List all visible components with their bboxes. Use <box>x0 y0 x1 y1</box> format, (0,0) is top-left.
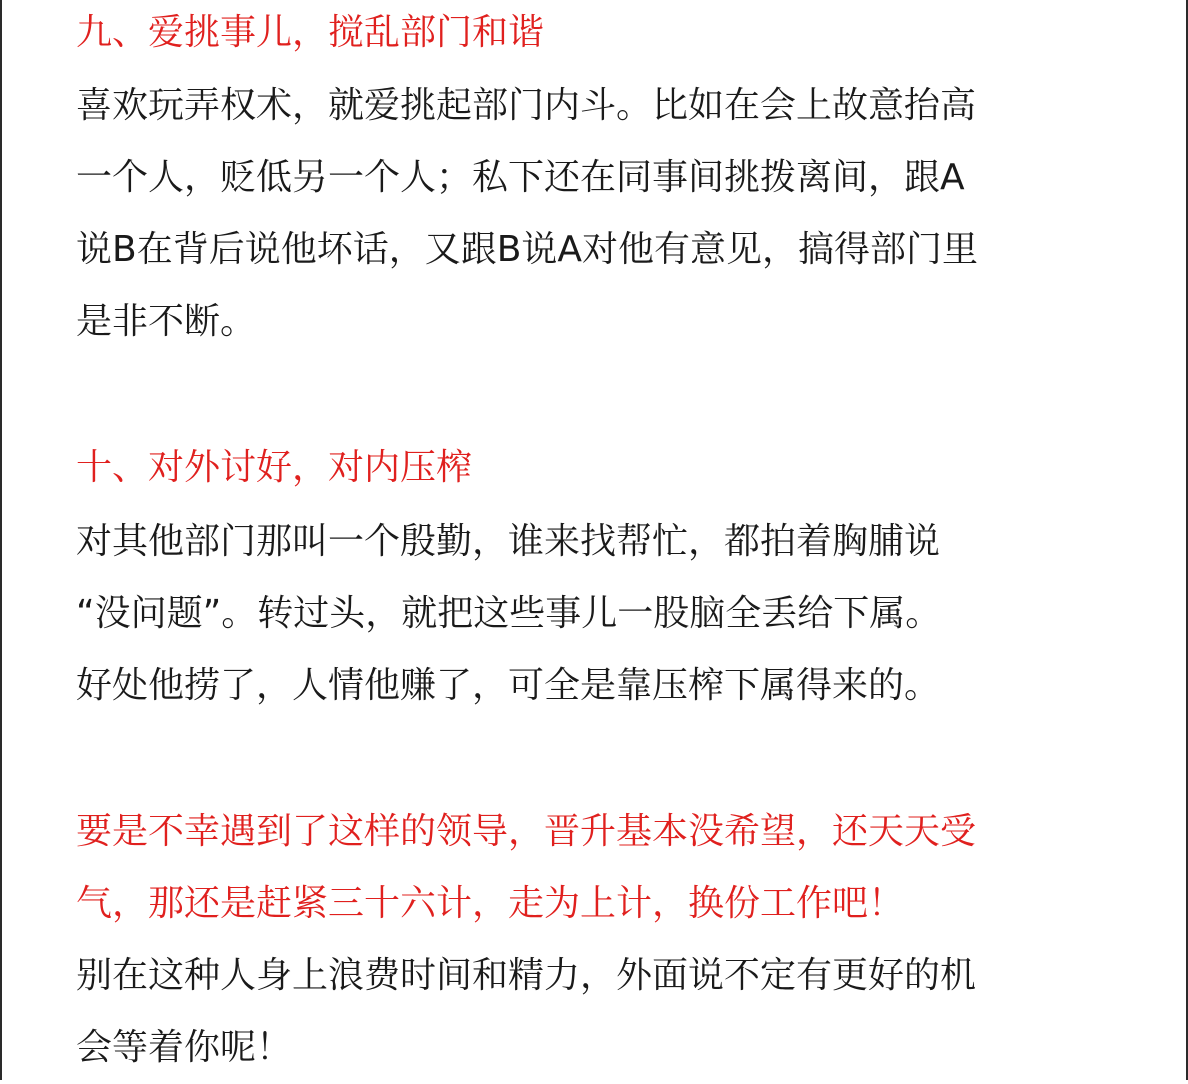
paragraph-line: 对其他部门那叫一个殷勤，谁来找帮忙，都拍着胸脯说 <box>76 521 941 562</box>
paragraph-line: 喜欢玩弄权术，就爱挑起部门内斗。比如在会上故意抬高 <box>76 85 977 126</box>
paragraph-line: “没问题”。转过头，就把这些事儿一股脑全丢给下属。 <box>76 593 942 634</box>
section-body-9 <box>76 70 978 358</box>
paragraph-line: 一个人，贬低另一个人；私下还在同事间挑拨离间，跟A <box>76 157 965 198</box>
paragraph-line: 别在这种人身上浪费时间和精力，外面说不定有更好的机 <box>76 955 977 996</box>
emphasis-line: 要是不幸遇到了这样的领导，晋升基本没希望，还天天受 <box>76 811 977 852</box>
paragraph-line: 是非不断。 <box>76 301 257 342</box>
emphasis-line: 气，那还是赶紧三十六计，走为上计，换份工作吧！ <box>76 883 905 924</box>
section-body-10 <box>76 506 941 722</box>
section-heading-10: 十、对外讨好，对内压榨 <box>76 447 473 488</box>
section-heading-9: 九、爱挑事儿，搅乱部门和谐 <box>76 12 545 53</box>
paragraph-line: 会等着你呢！ <box>76 1027 293 1068</box>
closing-body <box>76 940 976 1084</box>
closing-emphasis <box>76 796 976 940</box>
paragraph-line: 好处他捞了，人情他赚了，可全是靠压榨下属得来的。 <box>76 665 941 706</box>
paragraph-line: 说B在背后说他坏话，又跟B说A对他有意见，搞得部门里 <box>76 229 979 270</box>
